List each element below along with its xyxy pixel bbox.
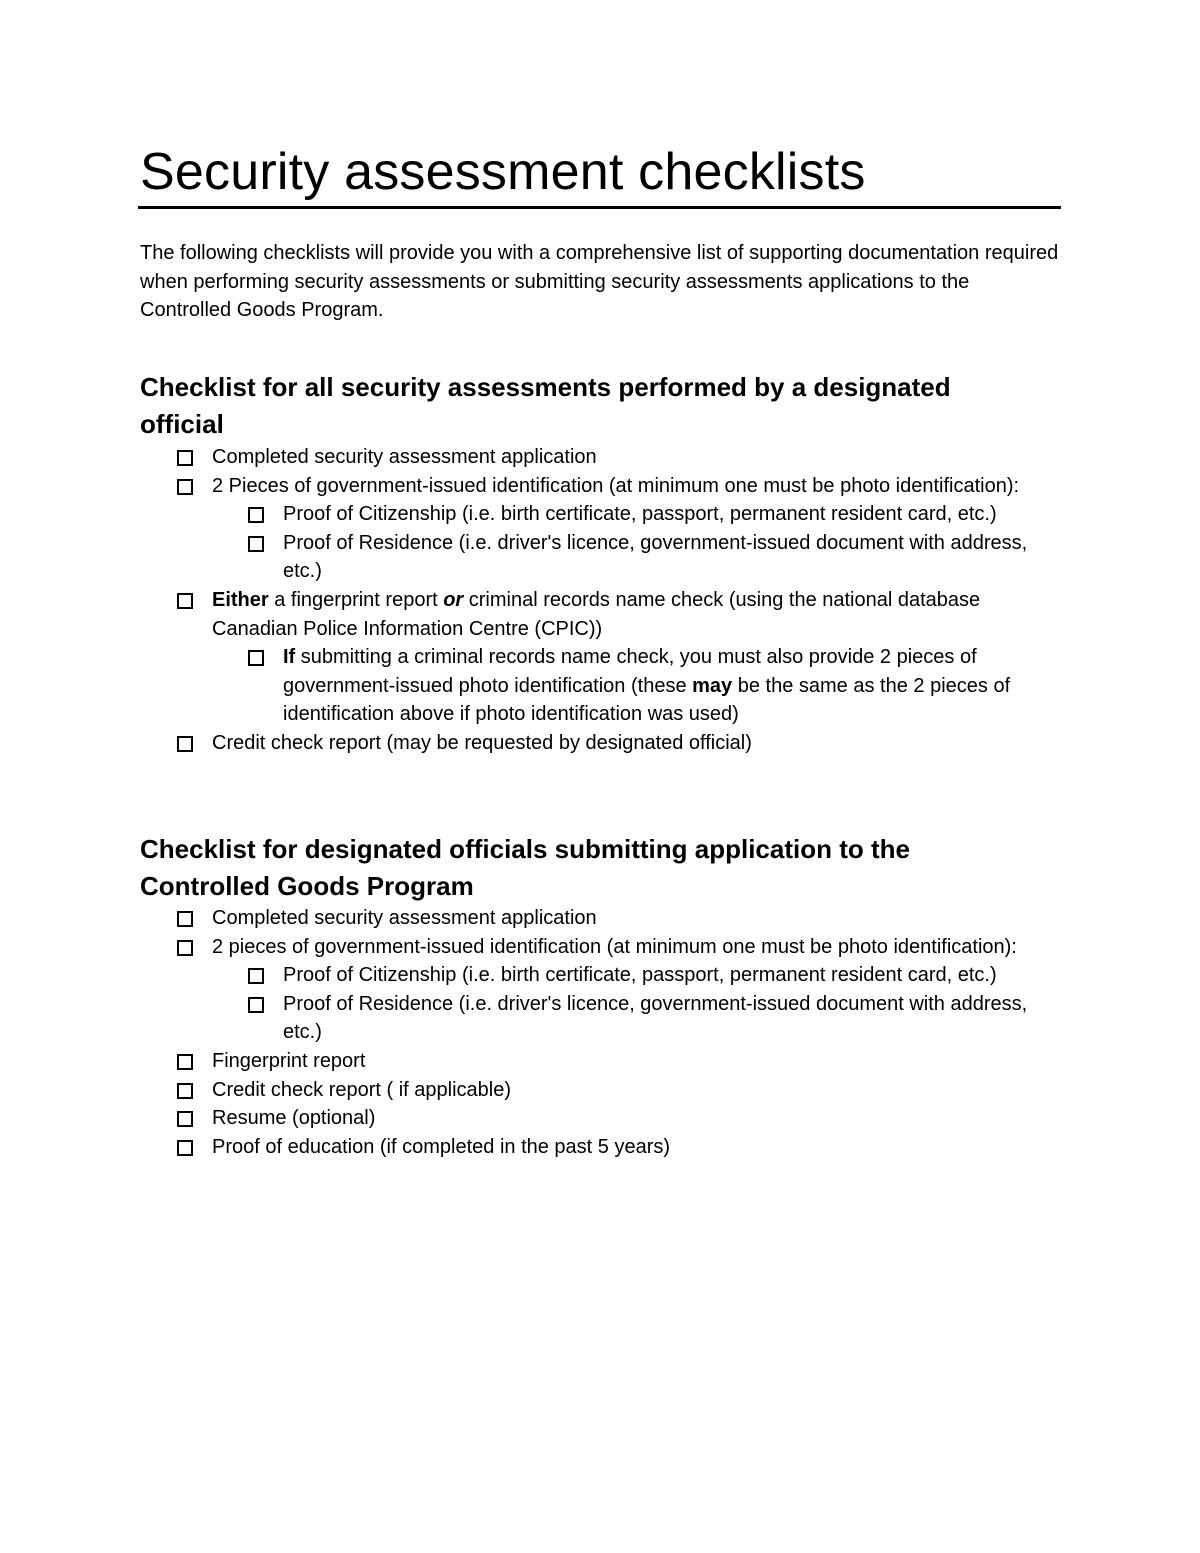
list-item (140, 472, 1063, 501)
list-item-text: Proof of Residence (i.e. driver's licence, government-issued document with address, etc.) (283, 531, 1028, 583)
text-segment: submitting a criminal records name check, you must also provide 2 pieces of government-issued photo identification (these (283, 646, 977, 697)
text-segment: a fingerprint report (268, 588, 444, 611)
list-item-text: Proof of Citizenship (i.e. birth certificate, passport, permanent resident card, etc.) (283, 964, 997, 987)
section2-heading-line1: Checklist for designated officials submitting application to the (140, 834, 910, 864)
list-item (140, 904, 1063, 933)
checkbox-icon[interactable] (177, 593, 193, 609)
checkbox-icon[interactable] (177, 479, 193, 495)
intro-paragraph: The following checklists will provide you with a comprehensive list of supporting documentation required when performing security assessments or submitting security assessments applications to the Controlled Goods Program. (140, 242, 1059, 321)
checkbox-icon[interactable] (177, 911, 193, 927)
section2-checklist (140, 904, 1063, 1161)
checkbox-icon[interactable] (248, 968, 264, 984)
list-item (140, 961, 1063, 990)
list-item-text: Fingerprint report (212, 1049, 366, 1072)
list-item-text: Proof of education (if completed in the past 5 years) (212, 1135, 671, 1158)
list-item-text: 2 Pieces of government-issued identification (at minimum one must be photo identification): (212, 474, 1020, 497)
checkbox-icon[interactable] (177, 940, 193, 956)
list-item (140, 729, 1063, 758)
checkbox-icon[interactable] (177, 1083, 193, 1099)
section2-heading-line2: Controlled Goods Program (140, 871, 474, 901)
checkbox-icon[interactable] (177, 1111, 193, 1127)
list-item (140, 529, 1063, 586)
checkbox-icon[interactable] (177, 736, 193, 752)
list-item-text: Completed security assessment application (212, 446, 597, 468)
checkbox-icon[interactable] (248, 507, 264, 523)
section1-checklist (140, 443, 1063, 758)
checkbox-icon[interactable] (177, 1054, 193, 1070)
list-item (140, 500, 1063, 529)
list-item-text: 2 pieces of government-issued identification (at minimum one must be photo identification): (212, 935, 1017, 958)
list-item (140, 643, 1063, 729)
list-item-text: Proof of Residence (i.e. driver's licence, government-issued document with address, etc.) (283, 992, 1028, 1044)
list-item-text (283, 643, 1063, 729)
list-item (140, 933, 1063, 962)
list-item-text: Resume (optional) (212, 1107, 376, 1130)
emphasis-either: Either (212, 588, 269, 611)
section1-heading-line2: official (140, 409, 224, 439)
page-title: Security assessment checklists (140, 143, 866, 201)
emphasis-may: may (692, 674, 733, 697)
checkbox-icon[interactable] (248, 536, 264, 552)
list-item (140, 1076, 1063, 1105)
emphasis-or: or (443, 588, 464, 611)
text-segment: criminal records name check (using the national database Canadian Police Information Centre (CPIC)) (212, 588, 981, 640)
checkbox-icon[interactable] (248, 650, 264, 666)
list-item-text: Credit check report (may be requested by designated official) (212, 731, 752, 754)
list-item-text: Proof of Citizenship (i.e. birth certificate, passport, permanent resident card, etc.) (283, 503, 997, 526)
section1-heading (140, 369, 1040, 443)
emphasis-if: If (283, 646, 296, 669)
list-item (140, 586, 1063, 643)
list-item (140, 1104, 1063, 1133)
list-item-text: Completed security assessment application (212, 907, 597, 929)
list-item (140, 1133, 1063, 1162)
list-item-text (212, 586, 1063, 643)
title-underline (138, 206, 1061, 209)
checkbox-icon[interactable] (248, 997, 264, 1013)
text-segment: be the same as the 2 pieces of identification above if photo identification was used) (283, 674, 1011, 726)
checkbox-icon[interactable] (177, 450, 193, 466)
list-item (140, 443, 1063, 472)
section1-heading-line1: Checklist for all security assessments performed by a designated (140, 372, 951, 402)
checkbox-icon[interactable] (177, 1140, 193, 1156)
section2-heading (140, 831, 1040, 905)
list-item (140, 1047, 1063, 1076)
list-item (140, 990, 1063, 1047)
list-item-text: Credit check report ( if applicable) (212, 1078, 512, 1101)
